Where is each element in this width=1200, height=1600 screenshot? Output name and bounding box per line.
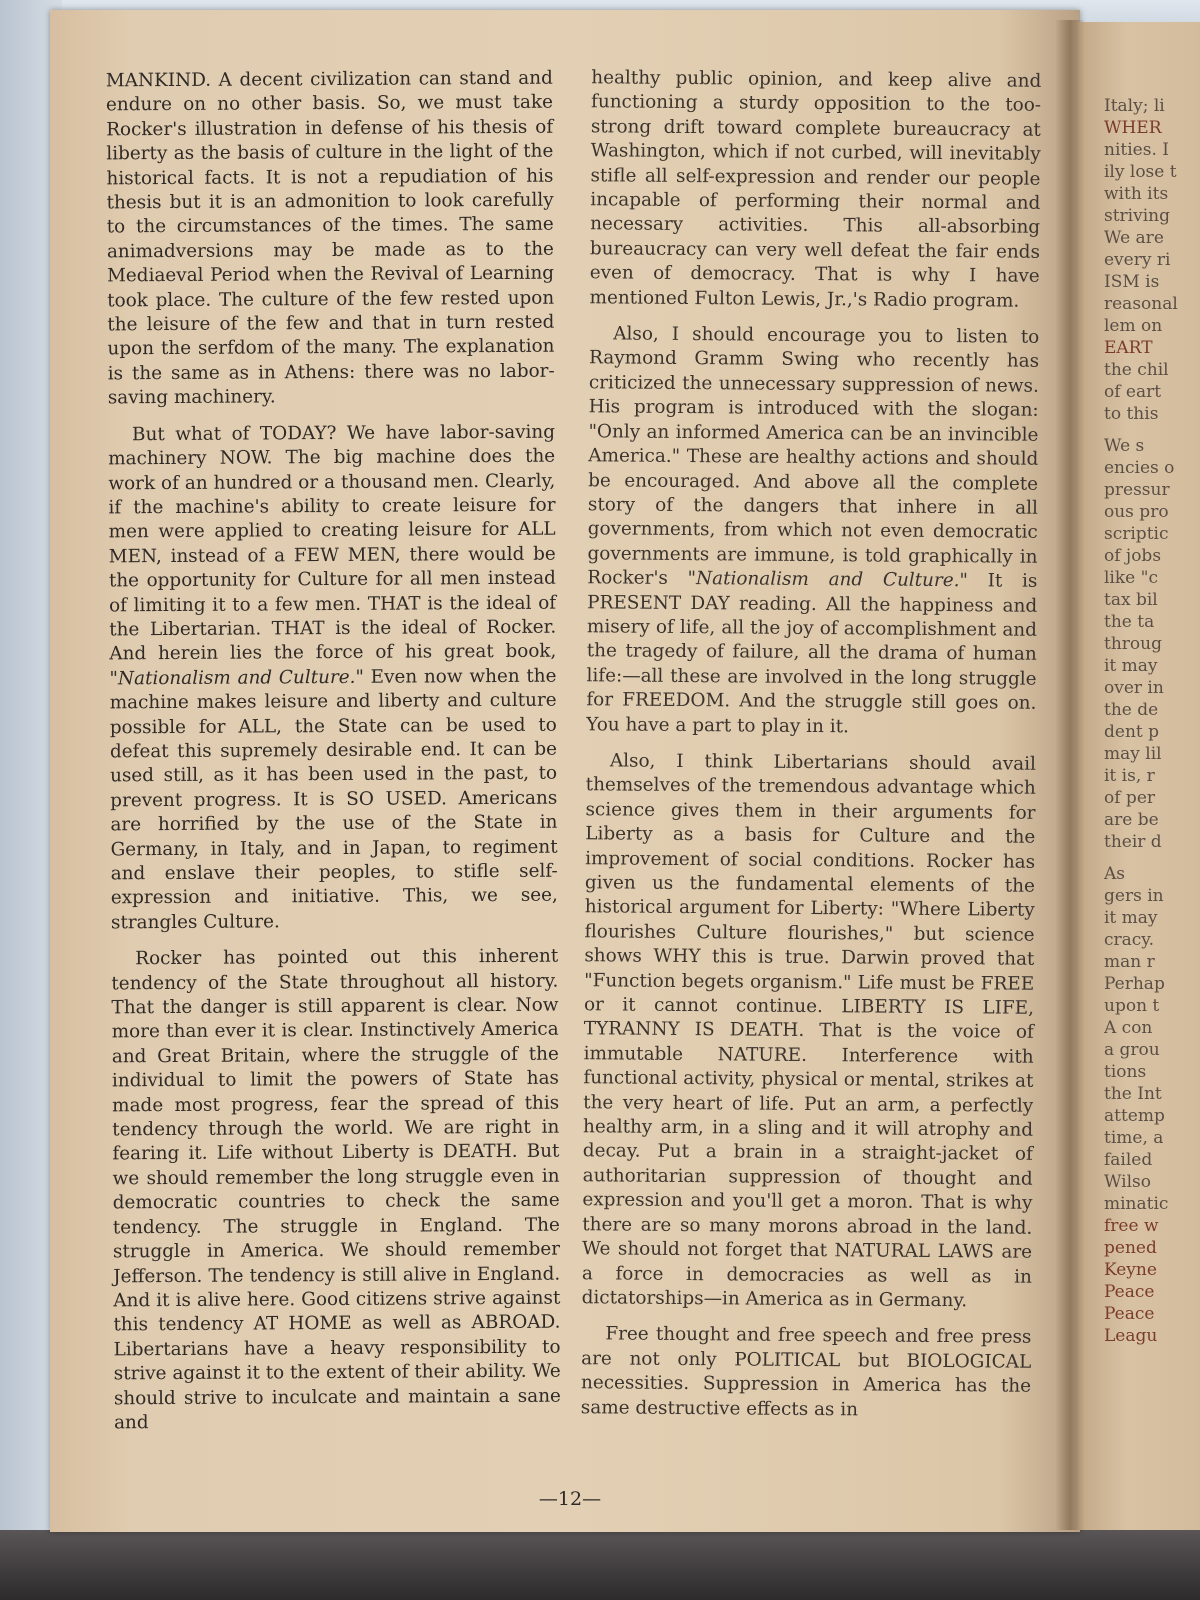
next-page-fragment: encies o — [1104, 458, 1175, 478]
fragment-gap — [1104, 425, 1194, 435]
next-page-fragment: Italy; li — [1104, 96, 1165, 116]
next-page-text-fragments — [1104, 95, 1194, 1347]
book-title: "Nationalism and Culture." — [109, 666, 364, 690]
next-page-fragment: ily lose t — [1104, 162, 1177, 182]
next-page-fragment: minatic — [1104, 1194, 1169, 1214]
next-page-fragment: man r — [1104, 952, 1155, 972]
paragraph — [108, 420, 558, 935]
paragraph: MANKIND. A decent civilization can stand and endure on no other basis. So, we must take Rocker's illustration in defense of his thesis of liberty as the basis of culture in the light of the historical facts. It is not a repudiation of his thesis but it is an admonition to look carefully to the circumstances of the times. The same animadversions may be made as to the Mediaeval Period when the Revival of Learning took place. The culture of the few rested upon the leisure of the few and that in turn rested upon the serfdom of the many. The explanation is the same as in Athens: there was no labor-saving machinery. — [105, 67, 555, 409]
next-page-fragment: it is, r — [1104, 766, 1155, 786]
next-page-fragment: the de — [1104, 700, 1159, 720]
next-page-fragment: Leagu — [1104, 1326, 1158, 1346]
next-page-fragment: A con — [1104, 1018, 1153, 1038]
next-page-fragment: pressur — [1104, 480, 1170, 500]
fragment-gap — [1104, 853, 1194, 863]
next-page-fragment: of per — [1104, 788, 1155, 808]
paragraph-text: Also, I should encourage you to listen to Raymond Gramm Swing who recently has criticized the unnecessary suppression of news. His program is introduced with the slogan: "Only an informed America can be an invincible America." These are healthy actions and should be encouraged. And above all the complete story of the dangers that inhere in all governments, from which not even democratic governments are immune, is told graphically in Rocker's — [587, 323, 1040, 590]
next-page-fragment: like "c — [1104, 568, 1158, 588]
next-page-fragment: upon t — [1104, 996, 1160, 1016]
next-page-fragment: it may — [1104, 908, 1158, 928]
next-page-edge — [1078, 22, 1200, 1530]
next-page-fragment: with its — [1104, 184, 1169, 204]
next-page-fragment: the ta — [1104, 612, 1155, 632]
book-gutter — [1055, 20, 1085, 1530]
next-page-fragment: may lil — [1104, 744, 1162, 764]
next-page-fragment: tions — [1104, 1062, 1147, 1082]
next-page-fragment: to this — [1104, 404, 1159, 424]
next-page-fragment: ISM is — [1104, 272, 1160, 292]
next-page-fragment: failed — [1104, 1150, 1153, 1170]
book-title: "Nationalism and Culture." — [687, 568, 969, 592]
next-page-fragment: cracy. — [1104, 930, 1155, 950]
next-page-fragment: over in — [1104, 678, 1164, 698]
next-page-fragment: We are — [1104, 228, 1164, 248]
next-page-fragment: it may — [1104, 656, 1158, 676]
next-page-fragment: WHER — [1104, 118, 1162, 138]
paragraph — [586, 322, 1039, 740]
next-page-fragment: We s — [1104, 436, 1145, 456]
next-page-fragment: Wilso — [1104, 1172, 1152, 1192]
next-page-fragment: of jobs — [1104, 546, 1162, 566]
paragraph: Free thought and free speech and free press are not only POLITICAL but BIOLOGICAL necessities. Suppression in America has the same destructive effects as in — [580, 1323, 1032, 1420]
next-page-fragment: throug — [1104, 634, 1162, 654]
next-page-fragment: As — [1104, 864, 1126, 884]
next-page-fragment: nities. I — [1104, 140, 1169, 160]
next-page-fragment: free w — [1104, 1216, 1159, 1236]
next-page-fragment: lem on — [1104, 316, 1163, 336]
next-page-fragment: dent p — [1104, 722, 1160, 742]
next-page-fragment: attemp — [1104, 1106, 1165, 1126]
next-page-fragment: are be — [1104, 810, 1159, 830]
paragraph: Rocker has pointed out this inherent tendency of the State throughout all history. That the danger is still apparent is clear. Now more than ever it is clear. Instinctively America and Great Britain, where the struggle of the individual to limit the powers of State has made most progress, fear the spread of this tendency through the world. We are right in fearing it. Life without Liberty is DEATH. But we should remember the long struggle even in democratic countries to check the same tendency. The struggle in England. The struggle in America. We should remember Jefferson. The tendency is still alive in England. And it is alive here. Good citizens strive against this tendency AT HOME as well as ABROAD. Libertarians have a heavy responsibility to strive against it to the extent of their ability. We should strive to inculcate and maintain a sane and — [111, 945, 561, 1434]
right-text-column — [581, 66, 1042, 1435]
left-text-column — [106, 67, 561, 1448]
next-page-fragment: a grou — [1104, 1040, 1160, 1060]
paragraph-text: It is PRESENT DAY reading. All the happiness and misery of life, all the joy of accomplishment and the tragedy of failure, all the drama of human life:—all these are involved in the long struggle for FREEDOM. And the struggle still goes on. You have a part to play in it. — [586, 570, 1038, 737]
next-page-fragment: time, a — [1104, 1128, 1164, 1148]
next-page-fragment: Perhap — [1104, 974, 1165, 994]
page-number: —12— — [538, 1488, 602, 1510]
next-page-fragment: reasonal — [1104, 294, 1178, 314]
next-page-fragment: ous pro — [1104, 502, 1169, 522]
next-page-fragment: their d — [1104, 832, 1162, 852]
next-page-fragment: scriptic — [1104, 524, 1169, 544]
next-page-fragment: Keyne — [1104, 1260, 1157, 1280]
next-page-fragment: of eart — [1104, 382, 1162, 402]
next-page-fragment: every ri — [1104, 250, 1171, 270]
next-page-fragment: EART — [1104, 338, 1153, 358]
paragraph: Also, I think Libertarians should avail themselves of the tremendous advantage which science gives them in their arguments for Liberty as a basis for Culture and the improvement of social conditions. Rocker has given us the fundamental elements of the historical argument for Liberty: "Where Liberty flourishes Culture flourishes," but science shows WHY this is true. Darwin proved that "Function begets organism." Life must be FREE or it cannot continue. LIBERTY IS LIFE, TYRANNY IS DEATH. That is the voice of immutable NATURE. Interference with functional activity, physical or mental, strikes at the very heart of life. Put an arm, a perfectly healthy arm, in a sling and it will atrophy and decay. Put a brain in a straight-jacket of authoritarian suppression of thought and expression and you'll get a moron. That is why there are so many morons abroad in the land. We should not forget that NATURAL LAWS are a force in democracies as well as in dictatorships—in America as in Germany. — [581, 750, 1036, 1312]
paragraph: healthy public opinion, and keep alive and functioning a sturdy opposition to the too-strong drift toward complete bureaucracy at Washington, which if not curbed, will inevitably stifle all self-expression and render our people incapable of performing their normal and necessary activities. This all-absorbing bureaucracy can very well defeat the fair ends even of democracy. That is why I have mentioned Fulton Lewis, Jr.,'s Radio program. — [589, 67, 1042, 312]
next-page-fragment: gers in — [1104, 886, 1164, 906]
background-bottom — [0, 1530, 1200, 1600]
next-page-fragment: striving — [1104, 206, 1170, 226]
next-page-fragment: Peace — [1104, 1304, 1155, 1324]
next-page-fragment: the chil — [1104, 360, 1169, 380]
next-page-fragment: Peace — [1104, 1282, 1155, 1302]
paragraph-text: But what of TODAY? We have labor-saving machinery NOW. The big machine does the work of an hundred or a thousand men. Clearly, if the machine's ability to create leisure for men were applied to creating leisure for ALL MEN, instead of a FEW MEN, there would be the opportunity for Culture for all men instead of limiting it to a few men. THAT is the ideal of the Libertarian. THAT is the ideal of Rocker. And herein lies the force of his great book, — [108, 421, 557, 665]
paragraph-text: Even now when the machine makes leisure and liberty and culture possible for ALL, the State can be used to defeat this supremely desirable end. It can be used still, as it has been used in the past, to prevent progress. It is SO USED. Americans are horrified by the use of the State in Germany, in Italy, and in Japan, to regiment and enslave their peoples, to stifle self-expression and initiative. This, we see, strangles Culture. — [109, 665, 558, 934]
next-page-fragment: tax bil — [1104, 590, 1158, 610]
next-page-fragment: the Int — [1104, 1084, 1162, 1104]
next-page-fragment: pened — [1104, 1238, 1157, 1258]
